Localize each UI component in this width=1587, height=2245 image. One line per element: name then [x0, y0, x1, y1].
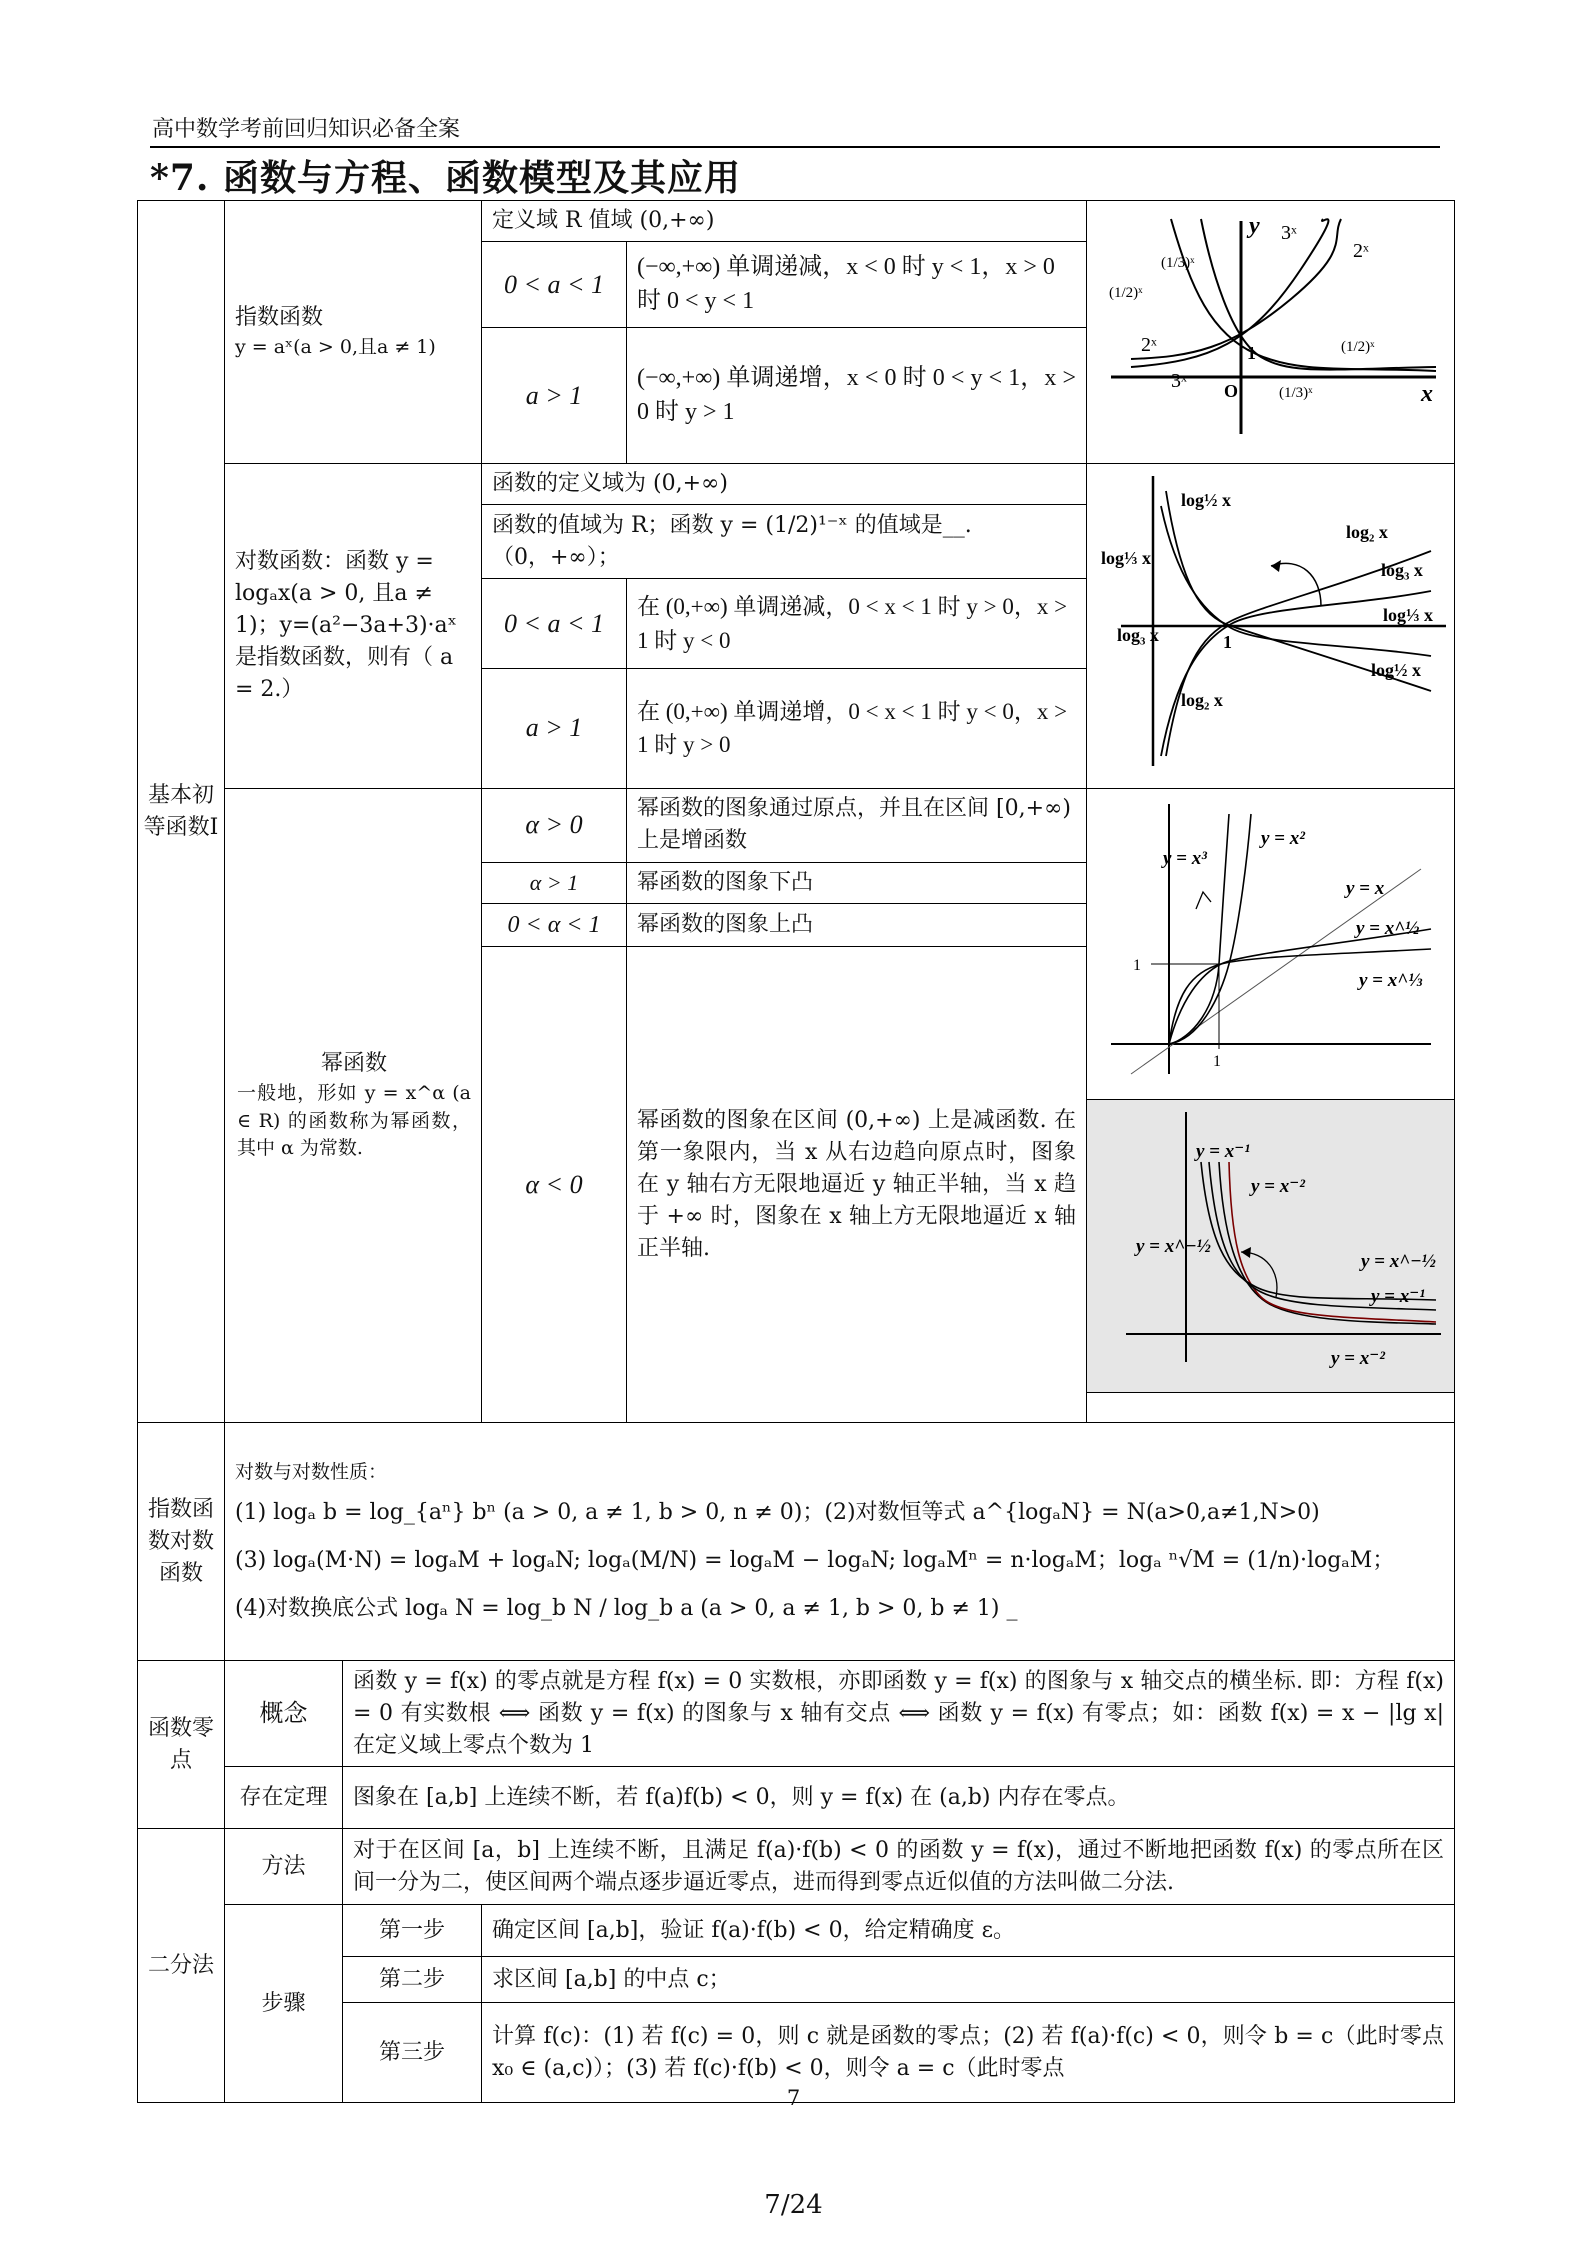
power-case3-condition: 0 < α < 1 — [482, 903, 627, 947]
exp-label-third-left: (1/3)ˣ — [1160, 255, 1194, 271]
exp-label-half-right: (1/2)ˣ — [1340, 339, 1374, 355]
power-case4-description: 幂函数的图象在区间 (0,+∞) 上是减函数. 在第一象限内，当 x 从右边趋向原点时，图象在 y 轴右方无限地逼近 y 轴正半轴，当 x 趋于 +∞ 时，图象在 x 轴上方无限地逼近 x 轴正半轴. — [627, 947, 1087, 1423]
exp-axis-x-label: x — [1420, 381, 1433, 407]
power-label-y-one: 1 — [1132, 957, 1141, 975]
exp-function-name-cell — [225, 201, 482, 464]
power-label-xneghalf-left: y = x^−½ — [1135, 1236, 1211, 1258]
log-label-half-bottom: log½ x — [1370, 659, 1421, 680]
power-case1-description: 幂函数的图象通过原点，并且在区间 [0,+∞) 上是增函数 — [627, 788, 1087, 862]
log-graph-cell — [1087, 463, 1455, 788]
power-case2-description: 幂函数的图象下凸 — [627, 862, 1087, 903]
power-label-x-third: y = x^⅓ — [1358, 970, 1422, 992]
log-label-point-one: 1 — [1222, 631, 1232, 652]
bisection-step3-label: 第三步 — [343, 2003, 482, 2103]
bisection-steps-label: 步骤 — [225, 1905, 343, 2103]
log-label-log2-top: log₂ x — [1345, 521, 1388, 542]
log-function-name-cell — [225, 463, 482, 788]
log-property-1-2: (1) logₐ b = log_{aⁿ} bⁿ (a > 0, a ≠ 1, b > 0, n ≠ 0)；(2)对数恒等式 a^{logₐN} = N(a>0,a≠1,N>0) — [235, 1499, 1320, 1525]
power-label-x-one: 1 — [1212, 1053, 1221, 1071]
power-label-x2: y = x² — [1260, 828, 1305, 850]
power-function-name: 幂函数 — [320, 1051, 387, 1077]
zero-theorem-text: 图象在 [a,b] 上连续不断，若 f(a)f(b) < 0，则 y = f(x) 在 (a,b) 内存在零点。 — [343, 1767, 1455, 1829]
document-header-title: 高中数学考前回归知识必备全案 — [152, 117, 461, 142]
exp-domain-range: 定义域 R 值域 (0,+∞) — [482, 201, 1087, 242]
power-label-xinv-top: y = x⁻¹ — [1195, 1141, 1250, 1163]
log-label-half-top: log½ x — [1180, 489, 1231, 510]
bisection-method-label: 方法 — [225, 1829, 343, 1905]
log-label-log3-left: log₃ x — [1116, 624, 1159, 645]
bisection-step2-label: 第二步 — [343, 1957, 482, 2003]
power-function-name-cell — [225, 788, 482, 1423]
log-case2-condition: a > 1 — [482, 668, 627, 788]
log-label-third-top: log⅓ x — [1100, 547, 1151, 568]
zero-concept-text: 函数 y = f(x) 的零点就是方程 f(x) = 0 实数根，亦即函数 y = f(x) 的图象与 x 轴交点的横坐标. 即：方程 f(x) = 0 有实数根 ⟺ 函数 y = f(x) 的图象与 x 轴有交点 ⟺ 函数 y = f(x) 有零点；如：函数 f(x) = x − |lg x| 在定义域上零点个数为 1 — [343, 1661, 1455, 1767]
page-number: 7 — [786, 2086, 801, 2110]
power-label-xinv2-top: y = x⁻² — [1250, 1176, 1305, 1198]
power-function-description: 一般地，形如 y = x^α (a ∈ R) 的函数称为幂函数，其中 α 为常数. — [237, 1082, 471, 1160]
power-graph-positive-cell — [1087, 788, 1455, 1100]
power-label-xinv2-bottom: y = x⁻² — [1330, 1348, 1385, 1370]
exp-label-3x-top: 3ˣ — [1280, 222, 1297, 244]
exp-label-point-one: 1 — [1246, 343, 1256, 363]
bisection-step2-text: 求区间 [a,b] 的中点 c； — [482, 1957, 1455, 2003]
group-bisection: 二分法 — [138, 1829, 225, 2103]
log-label-log3-right: log₃ x — [1380, 559, 1423, 580]
log-range: 函数的值域为 R；函数 y = (1/2)¹⁻ˣ 的值域是__.（0，+∞）； — [482, 505, 1087, 579]
exp-label-third-right: (1/3)ˣ — [1278, 385, 1312, 401]
power-graph-negative-cell — [1087, 1100, 1455, 1393]
power-graph-empty-cell — [1087, 1393, 1455, 1423]
log-properties-cell — [225, 1423, 1455, 1661]
bisection-step3-text: 计算 f(c)：(1) 若 f(c) = 0，则 c 就是函数的零点；(2) 若 f(a)·f(c) < 0，则令 b = c（此时零点 x₀ ∈ (a,c)）；(3) 若 f(c)·f(b) < 0，则令 a = c（此时零点 — [482, 2003, 1455, 2103]
log-function-description: 对数函数：函数 y = logₐx(a > 0, 且a ≠ 1)；y=(a²−3a+3)·aˣ 是指数函数，则有（ a = 2.） — [235, 549, 457, 702]
power-case1-condition: α > 0 — [482, 788, 627, 862]
power-graph-positive — [1091, 794, 1451, 1084]
power-label-xinv-right: y = x⁻¹ — [1370, 1286, 1425, 1308]
bisection-method-text: 对于在区间 [a，b] 上连续不断，且满足 f(a)·f(b) < 0 的函数 y = f(x)，通过不断地把函数 f(x) 的零点所在区间一分为二，使区间两个端点逐步逼近零点，进而得到零点近似值的方法叫做二分法. — [343, 1829, 1455, 1905]
exp-case2-condition: a > 1 — [482, 327, 627, 463]
log-graph — [1091, 466, 1451, 776]
log-property-3: (3) logₐ(M·N) = logₐM + logₐN; logₐ(M/N) = logₐM − logₐN; logₐMⁿ = n·logₐM；logₐ ⁿ√M = (1/n)·logₐM； — [235, 1547, 1395, 1573]
exp-graph-cell — [1087, 201, 1455, 464]
log-label-log2-bottom: log₂ x — [1180, 689, 1223, 710]
exp-label-3x-bottom: 3ˣ — [1170, 370, 1187, 392]
group-zero-point: 函数零点 — [138, 1661, 225, 1829]
log-case1-description: 在 (0,+∞) 单调递减，0 < x < 1 时 y > 0，x > 1 时 y < 0 — [627, 579, 1087, 668]
exp-function-name: 指数函数 — [235, 305, 324, 331]
header-divider — [150, 146, 1440, 148]
exp-case2-description: (−∞,+∞) 单调递增，x < 0 时 0 < y < 1，x > 0 时 y > 1 — [627, 327, 1087, 463]
group-log-properties: 指数函数对数函数 — [138, 1423, 225, 1661]
power-case2-condition: α > 1 — [482, 862, 627, 903]
group-basic-functions: 基本初等函数Ⅰ — [138, 201, 225, 1423]
power-label-x: y = x — [1345, 878, 1384, 900]
power-case3-description: 幂函数的图象上凸 — [627, 903, 1087, 947]
power-label-x3: y = x³ — [1162, 848, 1207, 870]
log-property-4: (4)对数换底公式 logₐ N = log_b N / log_b a (a > 0, a ≠ 1, b > 0, b ≠ 1) _ — [235, 1595, 1018, 1621]
bisection-step1-text: 确定区间 [a,b]，验证 f(a)·f(b) < 0，给定精确度 ε。 — [482, 1905, 1455, 1957]
log-label-third-right: log⅓ x — [1382, 604, 1433, 625]
power-label-xneghalf-right: y = x^−½ — [1360, 1251, 1436, 1273]
exp-function-formula: y = aˣ(a > 0,且a ≠ 1) — [235, 336, 436, 359]
exp-label-2x-top: 2ˣ — [1352, 240, 1369, 262]
knowledge-table — [137, 200, 1455, 2103]
log-properties-title: 对数与对数性质： — [235, 1461, 388, 1484]
zero-concept-label: 概念 — [225, 1661, 343, 1767]
exp-label-half-left: (1/2)ˣ — [1108, 285, 1142, 301]
exp-graph — [1091, 209, 1451, 445]
bisection-step1-label: 第一步 — [343, 1905, 482, 1957]
power-case4-condition: α < 0 — [482, 947, 627, 1423]
section-title: *7. 函数与方程、函数模型及其应用 — [150, 157, 741, 199]
power-graph-negative — [1091, 1102, 1451, 1380]
power-label-x-half: y = x^½ — [1355, 918, 1419, 940]
exp-case1-description: (−∞,+∞) 单调递减，x < 0 时 y < 1，x > 0 时 0 < y < 1 — [627, 241, 1087, 327]
log-case2-description: 在 (0,+∞) 单调递增，0 < x < 1 时 y < 0，x > 1 时 y > 0 — [627, 668, 1087, 788]
exp-axis-y-label: y — [1248, 213, 1260, 239]
exp-case1-condition: 0 < a < 1 — [482, 241, 627, 327]
exp-label-2x-bottom: 2ˣ — [1140, 334, 1157, 356]
log-domain: 函数的定义域为 (0,+∞) — [482, 463, 1087, 505]
log-case1-condition: 0 < a < 1 — [482, 579, 627, 668]
exp-label-origin: O — [1223, 381, 1238, 401]
page-total-indicator: 7/24 — [764, 2190, 823, 2220]
zero-theorem-label: 存在定理 — [225, 1767, 343, 1829]
